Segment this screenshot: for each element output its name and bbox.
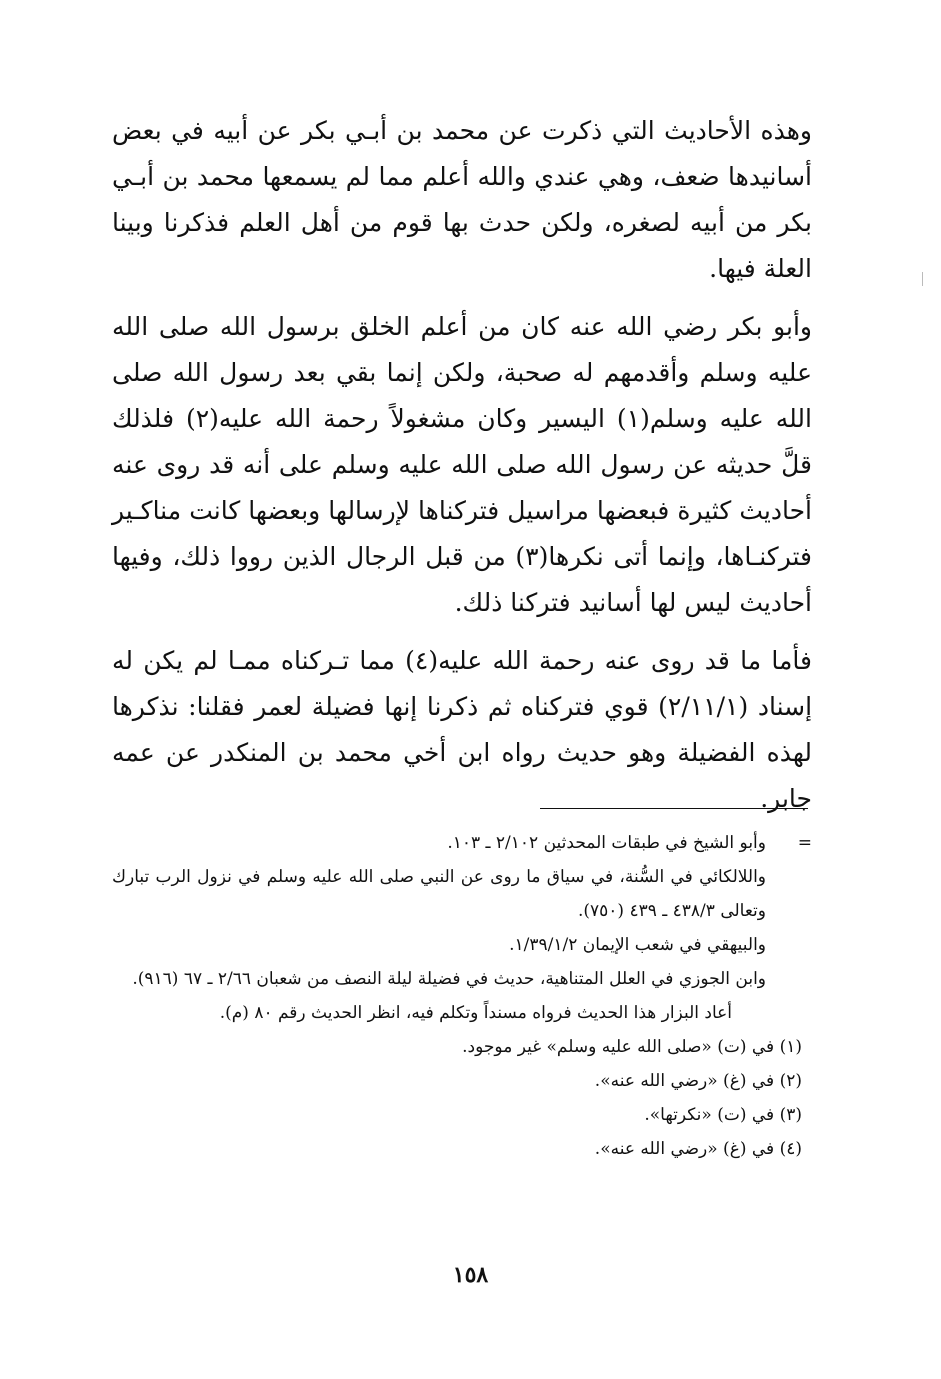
footnote-note: أعاد البزار هذا الحديث فرواه مسنداً وتكلم فيه، انظر الحديث رقم ٨٠ (م).	[219, 1003, 732, 1023]
continuation-marker: =	[797, 833, 812, 853]
paragraph-3: فأما ما قد روى عنه رحمة الله عليه(٤) مما تـركناه ممـا لم يكن له إسناد (٢/١١/١) قوي فتركناه ثم ذكرنا إنها فضيلة لعمر فقلنا: نذكرها لهذه الفضيلة وهو حديث رواه ابن أخي محمد بن المنكدر عن عمه جابر.	[112, 646, 813, 813]
footnote-2: (٢) في (غ) «رضي الله عنه».	[594, 1071, 802, 1091]
footnote-3: (٣) في (ت) «نكرتها».	[644, 1105, 802, 1125]
footnote-4: (٤) في (غ) «رضي الله عنه».	[594, 1139, 802, 1159]
footnote-continuation-2: واللالكائي في السُّنة، في سياق ما روى عن النبي صلى الله عليه وسلم في نزول الرب تبارك وتعالى ٤٣٨/٣ ـ ٤٣٩ (٧٥٠).	[112, 867, 766, 921]
page-number: ١٥٨	[452, 1262, 489, 1288]
footnotes	[112, 826, 812, 1166]
paragraph-1: وهذه الأحاديث التي ذكرت عن محمد بن أبـي بكر عن أبيه في بعض أسانيدها ضعف، وهي عندي والله أعلم مما لم يسمعها محمد بن أبـي بكر من أبيه لصغره، ولكن حدث بها قوم من أهل العلم فذكرنا وبينا العلة فيها.	[112, 116, 812, 283]
footnote-separator	[540, 808, 808, 809]
margin-mark	[922, 272, 923, 286]
main-text	[112, 108, 812, 834]
footnote-continuation-3: والبيهقي في شعب الإيمان ١/٣٩/١/٢.	[509, 935, 766, 955]
footnote-continuation-4: وابن الجوزي في العلل المتناهية، حديث في فضيلة ليلة النصف من شعبان ٢/٦٦ ـ ٦٧ (٩١٦).	[132, 969, 766, 989]
paragraph-2: وأبو بكر رضي الله عنه كان من أعلم الخلق برسول الله صلى الله عليه وسلم وأقدمهم له صحبة، ولكن إنما بقي بعد رسول الله صلى الله عليه وسلم(١) اليسير وكان مشغولاً رحمة الله عليه(٢) فلذلك قلَّ حديثه عن رسول الله صلى الله عليه وسلم على أنه قد روى عنه أحاديث كثيرة فبعضها مراسيل فتركناها لإرسالها وبعضها كانت مناكـير فتركنـاها، وإنما أتى نكرها(٣) من قبل الرجال الذين رووا ذلك، وفيها أحاديث ليس لها أسانيد فتركنا ذلك.	[112, 312, 812, 617]
footnote-continuation-1: =وأبو الشيخ في طبقات المحدثين ٢/١٠٢ ـ ١٠٣.	[112, 826, 812, 860]
footnote-1: (١) في (ت) «صلى الله عليه وسلم» غير موجود.	[462, 1037, 802, 1057]
